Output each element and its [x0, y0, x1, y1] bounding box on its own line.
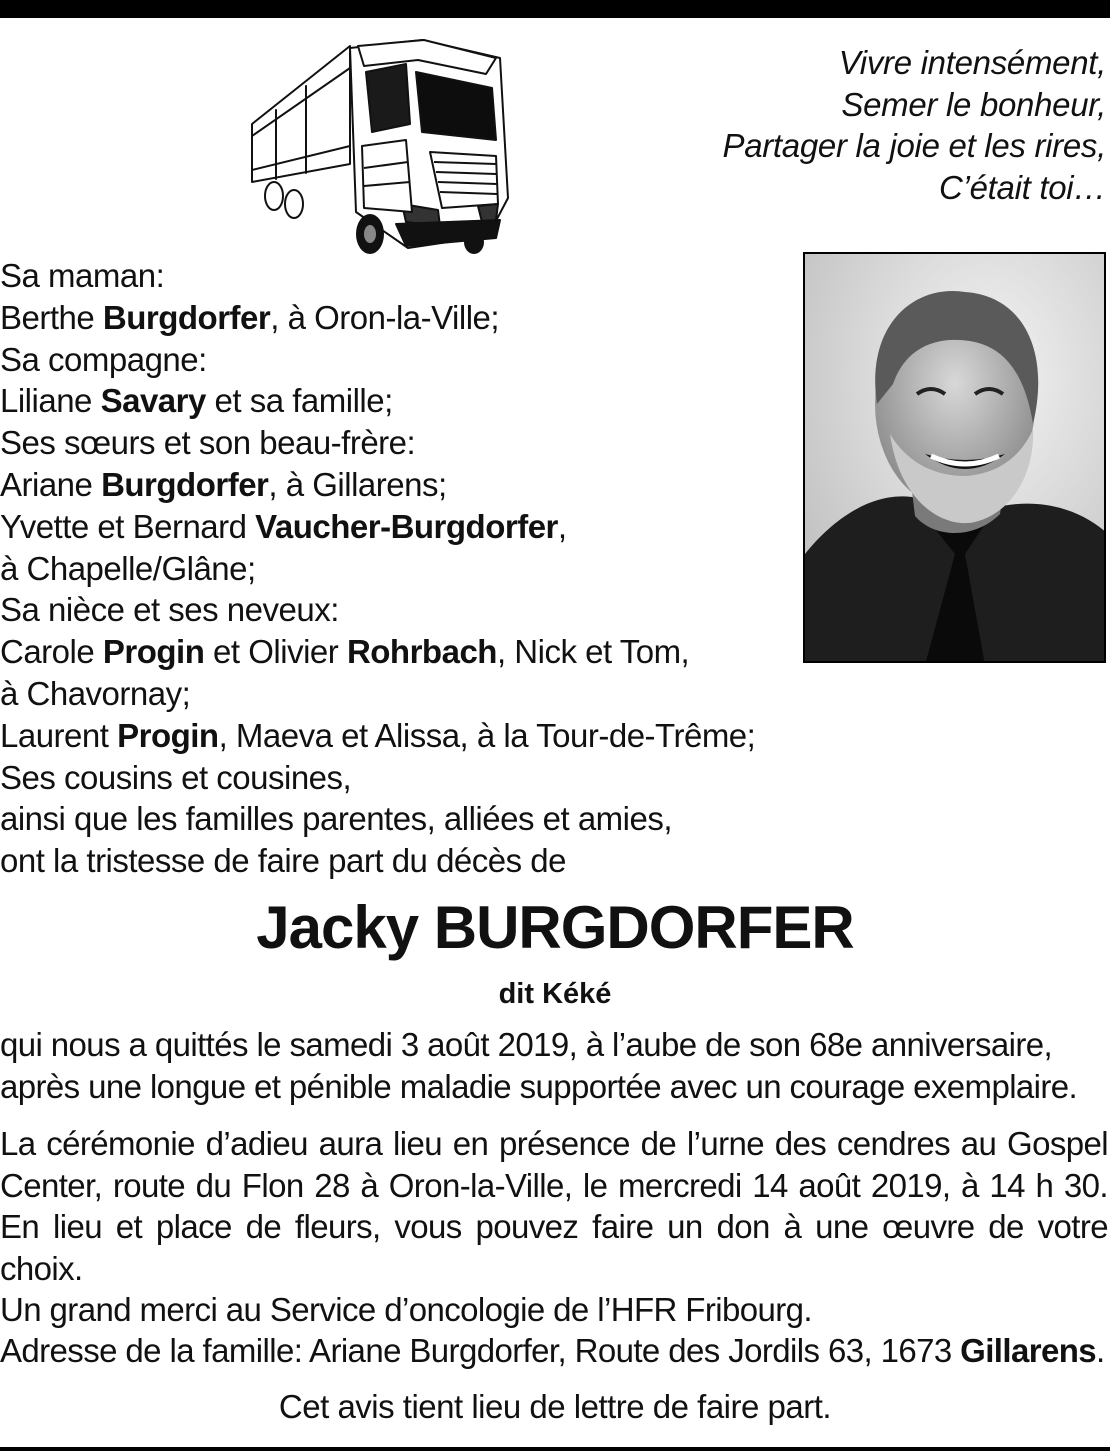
family-address: Adresse de la famille: Ariane Burgdorfer, Route des Jordils 63, 1673 Gillarens. [0, 1332, 1105, 1369]
surname: Burgdorfer [101, 465, 269, 503]
family-line: Sa maman: [0, 257, 165, 294]
deceased-nickname: dit Kéké [498, 978, 612, 1010]
family-line: Carole Progin et Olivier Rohrbach, Nick et Tom, [0, 633, 690, 671]
family-line: Berthe Burgdorfer, à Oron-la-Ville; [0, 298, 500, 336]
deceased-name: Jacky BURGDORFER [256, 894, 854, 961]
family-line: à Chapelle/Glâne; [0, 549, 256, 587]
portrait-image [805, 254, 1106, 663]
poem-line: C’était toi… [939, 168, 1106, 206]
paragraph-line: après une longue et pénible maladie supportée avec un courage exemplaire. [0, 1067, 1078, 1105]
death-notice-paragraph [0, 1024, 1108, 1107]
poem-line: Vivre intensément, [838, 44, 1106, 81]
family-line: Laurent Progin, Maeva et Alissa, à la Tour-de-Trême; [0, 716, 756, 754]
family-line: Liliane Savary et sa famille; [0, 382, 393, 420]
bottom-border-rule [0, 1447, 1110, 1451]
portrait-photo [803, 252, 1106, 663]
family-line: à Chavornay; [0, 674, 191, 712]
surname: Progin [102, 633, 205, 671]
surname: Savary [100, 382, 206, 420]
family-line: Sa compagne: [0, 340, 207, 378]
closing-note: Cet avis tient lieu de lettre de faire part. [278, 1388, 832, 1425]
family-line: Yvette et Bernard Vaucher-Burgdorfer, [0, 507, 567, 545]
family-line: ont la tristesse de faire part du décès de [0, 842, 567, 880]
family-line: Ariane Burgdorfer, à Gillarens; [0, 465, 447, 503]
surname: Progin [117, 716, 219, 754]
family-line: ainsi que les familles parentes, alliées et amies, [0, 800, 673, 838]
paragraph-line: qui nous a quittés le samedi 3 août 2019, à l’aube de son 68e anniversaire, [0, 1026, 1053, 1063]
ceremony-paragraph: La cérémonie d’adieu aura lieu en présence de l’urne des cendres au Gospel Center, route du Flon 28 à Oron-la-Ville, le mercredi 14 août 2019, à 14 h 30. En lieu et place de fleurs, vous pouvez faire un don à une œuvre de votre choix. [0, 1125, 1108, 1287]
family-line: Ses sœurs et son beau-frère: [0, 424, 416, 462]
thanks-paragraph: Un grand merci au Service d’oncologie de l’HFR Fribourg. [0, 1291, 812, 1328]
family-line: Ses cousins et cousines, [0, 758, 352, 796]
family-announcement [0, 255, 800, 882]
surname: Burgdorfer [102, 298, 271, 336]
family-line: Sa nièce et ses neveux: [0, 591, 339, 629]
address-town: Gillarens [960, 1332, 1097, 1369]
truck-illustration [246, 36, 516, 258]
surname: Rohrbach [346, 633, 497, 671]
poem-line: Partager la joie et les rires, [722, 127, 1106, 164]
surname: Vaucher-Burgdorfer [255, 507, 558, 545]
top-border-rule [0, 0, 1110, 18]
poem-line: Semer le bonheur, [841, 85, 1106, 123]
epigraph-poem [546, 42, 1106, 208]
